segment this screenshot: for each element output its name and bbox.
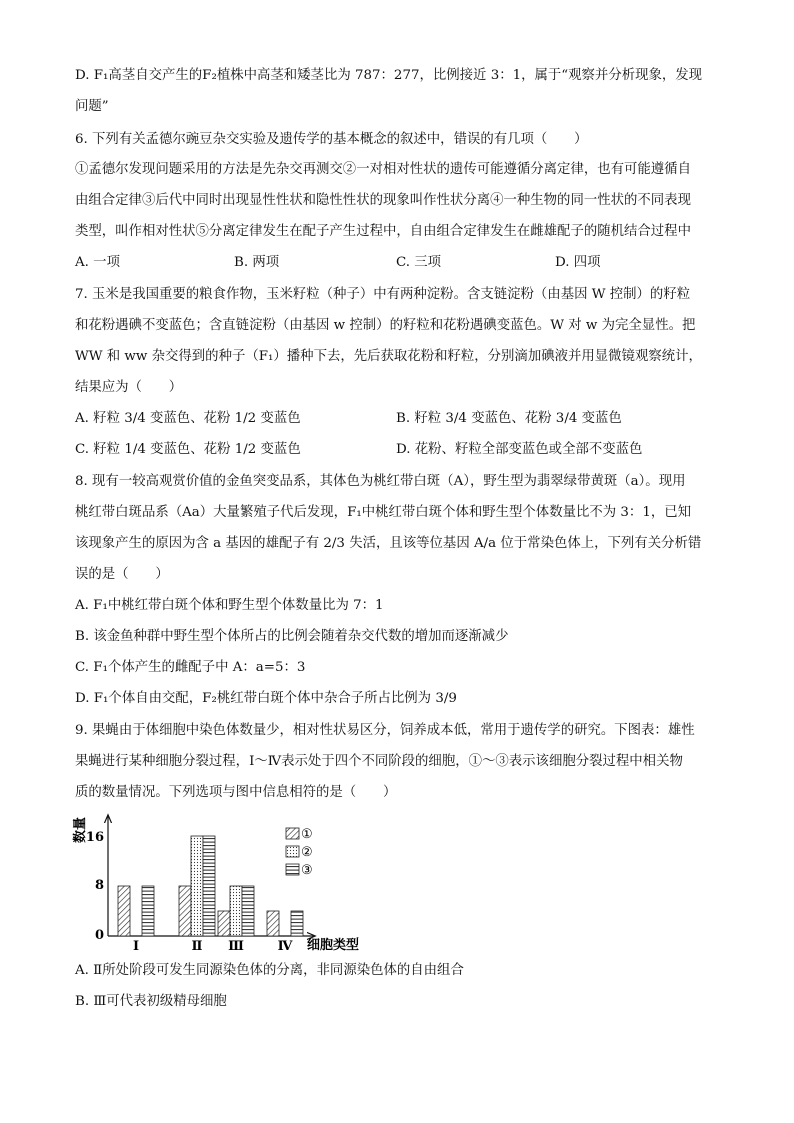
q7-stem-line1: 7. 玉米是我国重要的粮食作物，玉米籽粒（种子）中有两种淀粉。含支链淀粉（由基因 W 控制）的籽粒	[75, 287, 691, 302]
legend-label-3: ③	[301, 863, 313, 878]
q6-option-a: A. 一项	[75, 255, 120, 270]
q6-option-b: B. 两项	[234, 255, 280, 270]
x-tick-label-4: Ⅳ	[277, 939, 293, 954]
q9-option-b: B. Ⅲ可代表初级精母细胞	[75, 994, 227, 1009]
q8-stem-line3: 该现象产生的原因为含 a 基因的雄配子有 2/3 失活，且该等位基因 A/a 位于常染色体上，下列有关分析错	[75, 536, 702, 551]
q9-stem-line1: 9. 果蝇由于体细胞中染色体数量少，相对性状易区分，饲养成本低，常用于遗传学的研究。下图表：雄性	[75, 723, 695, 738]
bar-2-series-3	[203, 836, 215, 936]
q7-stem-line4: 结果应为（ ）	[75, 380, 183, 395]
bar-3-series-1	[218, 911, 230, 936]
q6-option-d: D. 四项	[555, 255, 601, 270]
q5-option-d-line2: 问题”	[75, 99, 109, 114]
q6-option-c: C. 三项	[396, 255, 442, 270]
q7-stem-line3: WW 和 ww 杂交得到的种子（F₁）播种下去，先后获取花粉和籽粒，分别滴加碘液并用显微镜观察统计，	[75, 349, 702, 364]
x-tick-label-3: Ⅲ	[228, 939, 244, 954]
q8-stem-line2: 桃红带白斑品系（Aa）大量繁殖子代后发现，F₁中桃红带白斑个体和野生型个体数量比不为 3：1，已知	[75, 505, 692, 520]
q9-option-a: A. Ⅱ所处阶段可发生同源染色体的分离，非同源染色体的自由组合	[75, 963, 464, 978]
q6-body-line1: ①孟德尔发现问题采用的方法是先杂交再测交②一对相对性状的遗传可能遵循分离定律，也有可能遵循自	[75, 162, 691, 177]
q8-stem-line1: 8. 现有一较高观赏价值的金鱼突变品系，其体色为桃红带白斑（A），野生型为翡翠绿带黄斑（a）。现用	[75, 474, 686, 489]
q8-stem-line4: 误的是（ ）	[75, 567, 169, 582]
q6-body-line3: 类型，叫作相对性状⑤分离定律发生在配子产生过程中，自由组合定律发生在雌雄配子的随机结合过程中	[75, 224, 691, 239]
legend-label-1: ①	[301, 827, 313, 842]
bar-2-series-2	[191, 836, 203, 936]
y-tick-16: 16	[85, 830, 104, 845]
q7-option-a: A. 籽粒 3/4 变蓝色、花粉 1/2 变蓝色	[75, 411, 301, 426]
q6-stem: 6. 下列有关孟德尔豌豆杂交实验及遗传学的基本概念的叙述中，错误的有几项（ ）	[75, 132, 588, 147]
legend-label-2: ②	[301, 845, 313, 860]
legend-swatch-3	[286, 864, 299, 875]
bar-2-series-1	[179, 886, 191, 936]
bar-1-series-3	[142, 886, 154, 936]
q9-stem-line2: 果蝇进行某种细胞分裂过程，Ⅰ～Ⅳ表示处于四个不同阶段的细胞，①～③表示该细胞分裂过程中相关物	[75, 754, 683, 769]
x-tick-label-1: Ⅰ	[132, 939, 140, 954]
cell-division-bar-chart	[70, 810, 380, 958]
q7-option-d: D. 花粉、籽粒全部变蓝色或全部不变蓝色	[396, 442, 643, 457]
bar-3-series-3	[242, 886, 254, 936]
bar-4-series-3	[291, 911, 303, 936]
q8-option-a: A. F₁中桃红带白斑个体和野生型个体数量比为 7：1	[75, 598, 384, 613]
y-tick-0: 0	[94, 928, 104, 943]
y-axis-label: 数量	[73, 816, 88, 844]
x-axis-label: 细胞类型	[307, 938, 360, 953]
legend-swatch-1	[286, 828, 299, 839]
legend-swatch-2	[286, 846, 299, 857]
q7-stem-line2: 和花粉遇碘不变蓝色；含直链淀粉（由基因 w 控制）的籽粒和花粉遇碘变蓝色。W 对 w 为完全显性。把	[75, 318, 696, 333]
q8-option-d: D. F₁个体自由交配，F₂桃红带白斑个体中杂合子所占比例为 3/9	[75, 691, 457, 706]
bar-4-series-1	[267, 911, 279, 936]
q7-option-b: B. 籽粒 3/4 变蓝色、花粉 3/4 变蓝色	[396, 411, 622, 426]
bar-1-series-1	[118, 886, 130, 936]
q6-body-line2: 由组合定律③后代中同时出现显性性状和隐性性状的现象叫作性状分离④一种生物的同一性状的不同表现	[75, 193, 691, 208]
bar-3-series-2	[230, 886, 242, 936]
q5-option-d-line1: D. F₁高茎自交产生的F₂植株中高茎和矮茎比为 787：277，比例接近 3：1，属于“观察并分析现象，发现	[75, 68, 703, 83]
q8-option-b: B. 该金鱼种群中野生型个体所占的比例会随着杂交代数的增加而逐渐减少	[75, 629, 509, 644]
x-tick-label-2: Ⅱ	[191, 939, 203, 954]
q8-option-c: C. F₁个体产生的雌配子中 A：a=5：3	[75, 660, 306, 675]
q7-option-c: C. 籽粒 1/4 变蓝色、花粉 1/2 变蓝色	[75, 442, 301, 457]
q9-stem-line3: 质的数量情况。下列选项与图中信息相符的是（ ）	[75, 785, 397, 800]
y-tick-8: 8	[94, 878, 104, 893]
